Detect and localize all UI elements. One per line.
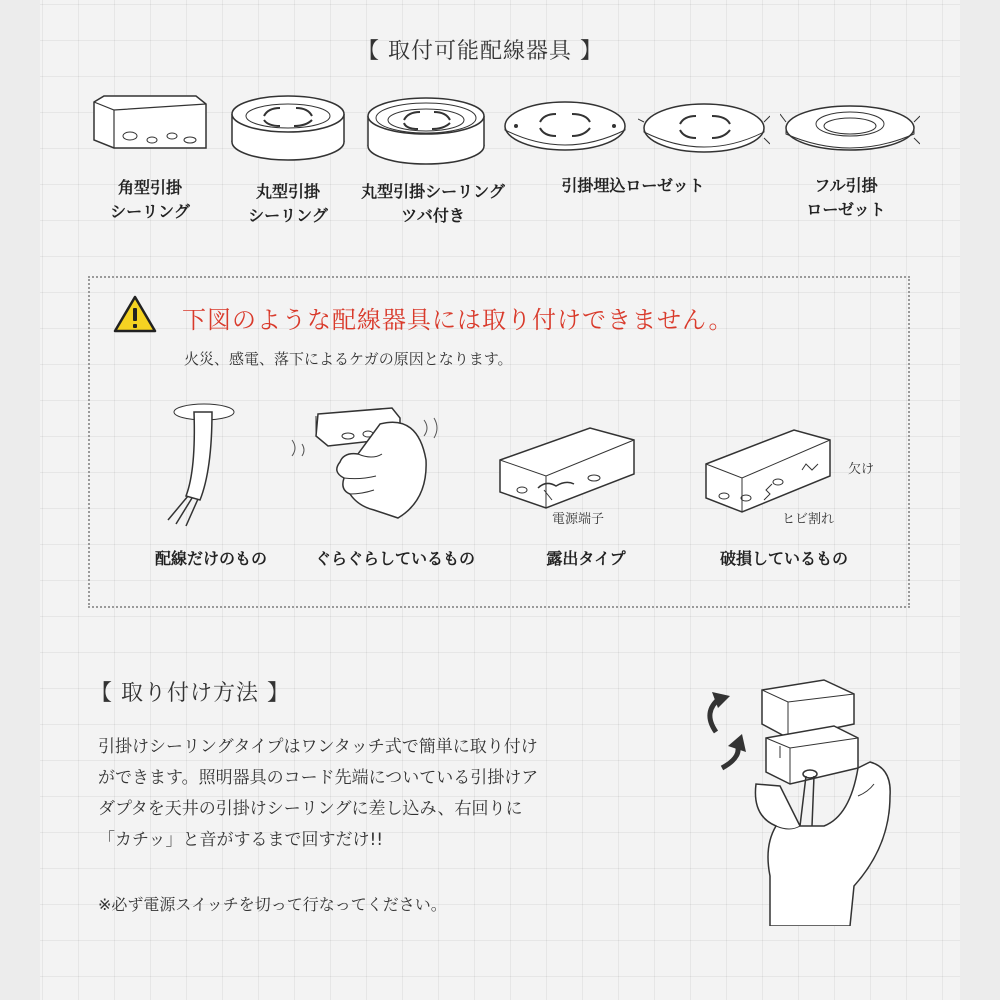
fixture-label-line: フル引掛 xyxy=(814,176,878,195)
terminal-callout: 電源端子 xyxy=(552,512,605,527)
ng-label-loose: ぐらぐらしているもの xyxy=(314,549,475,568)
round-ceiling-flanged-illustration xyxy=(364,92,488,166)
warning-title: 下図のような配線器具には取り付けできません。 xyxy=(182,306,734,334)
compatible-fixtures-title: 【 取付可能配線器具 】 xyxy=(357,39,603,64)
loose-fixture-illustration xyxy=(288,400,448,530)
round-ceiling-illustration xyxy=(228,92,348,164)
ng-label-exposed: 露出タイプ xyxy=(546,549,626,568)
fixture-label-line: ツバ付き xyxy=(401,206,465,225)
warning-subtitle: 火災、感電、落下によるケガの原因となります。 xyxy=(184,350,513,368)
fixture-label-line: シーリング xyxy=(110,202,190,221)
fixture-label-line: シーリング xyxy=(248,206,328,225)
fixture-label-line: 角型引掛 xyxy=(117,178,182,197)
instruction-line: ができます。照明器具のコード先端についている引掛けア xyxy=(98,768,539,788)
chip-callout: 欠け xyxy=(848,462,875,477)
fixture-label-embedded-rosette xyxy=(550,174,716,198)
installation-instructions xyxy=(98,732,678,856)
fixture-label-square xyxy=(100,176,200,224)
right-margin xyxy=(960,0,1000,1000)
fixture-label-full-rosette xyxy=(796,174,896,222)
installation-method-title: 【 取り付け方法 】 xyxy=(90,681,290,706)
safety-note: ※必ず電源スイッチを切って行なってください。 xyxy=(98,895,447,914)
fixture-label-line: 丸型引掛 xyxy=(255,182,320,201)
warning-triangle-icon xyxy=(112,294,158,334)
instruction-line: 「カチッ」と音がするまで回すだけ!! xyxy=(98,830,384,850)
instruction-line: ダプタを天井の引掛けシーリングに差し込み、右回りに xyxy=(98,799,523,819)
instruction-sheet xyxy=(40,0,960,1000)
fixture-label-line: 丸型引掛シーリング xyxy=(361,182,505,201)
instruction-line: 引掛けシーリングタイプはワンタッチ式で簡単に取り付け xyxy=(98,737,538,757)
wiring-only-illustration xyxy=(160,400,240,530)
fixture-label-round xyxy=(238,180,338,228)
embedded-rosette-2-illustration xyxy=(638,98,770,158)
ng-label-wiring-only: 配線だけのもの xyxy=(154,549,267,568)
embedded-rosette-illustration xyxy=(502,94,628,154)
exposed-type-illustration xyxy=(494,420,644,520)
fixture-label-round-flanged xyxy=(350,180,516,228)
crack-callout: ヒビ割れ xyxy=(782,512,835,527)
ng-label-damaged: 破損しているもの xyxy=(719,549,848,568)
rotation-arrow-icon xyxy=(696,672,758,772)
damaged-fixture-illustration xyxy=(702,420,852,520)
left-margin xyxy=(0,0,40,1000)
fixture-label-line: 引掛埋込ローゼット xyxy=(561,176,705,195)
fixture-label-line: ローゼット xyxy=(806,200,886,219)
full-rosette-illustration xyxy=(780,100,920,160)
square-ceiling-illustration xyxy=(90,88,210,158)
installing-hand-illustration xyxy=(750,676,910,926)
